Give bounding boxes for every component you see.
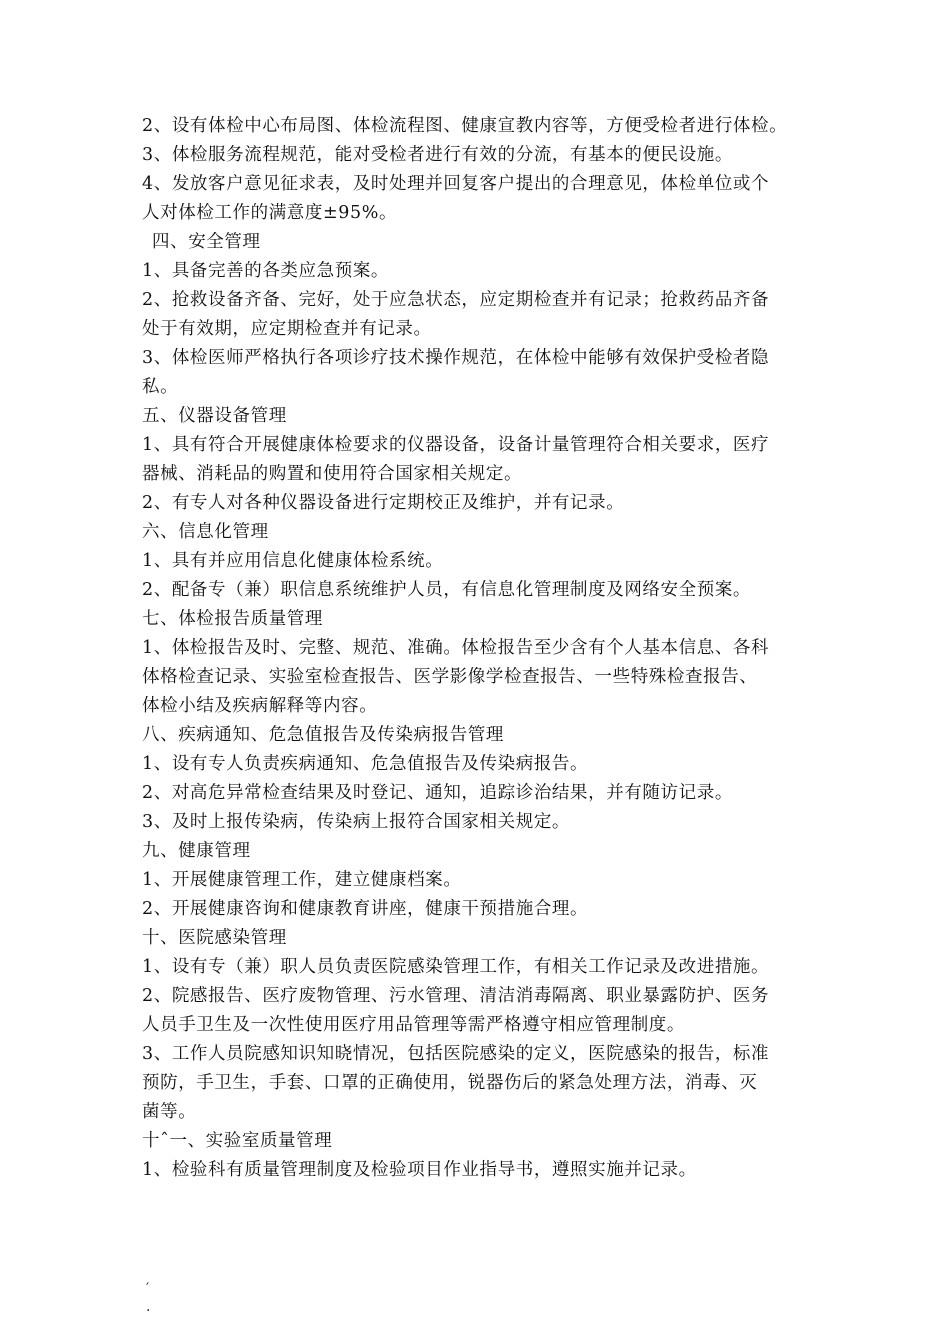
list-item: 1、设有专人负责疾病通知、危急值报告及传染病报告。 <box>142 754 589 774</box>
section-heading: 九、健康管理 <box>142 841 251 861</box>
list-item: 3、工作人员院感知识知晓情况，包括医院感染的定义，医院感染的报告，标准 <box>142 1044 770 1064</box>
list-item: 4、发放客户意见征求表，及时处理并回复客户提出的合理意见，体检单位或个 <box>142 174 770 194</box>
section-heading: 五、仪器设备管理 <box>142 406 287 426</box>
list-item-continuation: 菌等。 <box>142 1102 197 1122</box>
list-item: 2、对高危异常检查结果及时登记、通知，追踪诊治结果，并有随访记录。 <box>142 783 733 803</box>
list-item: 1、开展健康管理工作，建立健康档案。 <box>142 870 462 890</box>
footer-mark: ′ <box>146 1281 150 1297</box>
section-heading: 十ˆ一、实验室质量管理 <box>142 1131 333 1151</box>
list-item: 2、院感报告、医疗废物管理、污水管理、清洁消毒隔离、职业暴露防护、医务 <box>142 986 770 1006</box>
section-heading: 八、疾病通知、危急值报告及传染病报告管理 <box>142 725 504 745</box>
section-heading: 七、体检报告质量管理 <box>142 609 323 629</box>
footer-marks <box>146 1280 150 1316</box>
list-item: 3、体检医师严格执行各项诊疗技术操作规范，在体检中能够有效保护受检者隐 <box>142 348 770 368</box>
section-heading: 四、安全管理 <box>152 232 261 252</box>
list-item: 1、体检报告及时、完整、规范、准确。体检报告至少含有个人基本信息、各科 <box>142 638 770 658</box>
list-item-continuation: 器械、消耗品的购置和使用符合国家相关规定。 <box>142 464 523 484</box>
list-item: 1、具有符合开展健康体检要求的仪器设备，设备计量管理符合相关要求，医疗 <box>142 435 770 455</box>
list-item-continuation: 预防，手卫生，手套、口罩的正确使用，锐器伤后的紧急处理方法，消毒、灭 <box>142 1073 758 1093</box>
list-item: 1、具备完善的各类应急预案。 <box>142 261 390 281</box>
list-item-continuation: 私。 <box>142 377 179 397</box>
list-item-continuation: 体检小结及疾病解释等内容。 <box>142 696 378 716</box>
list-item-continuation: 人对体检工作的满意度±95%。 <box>142 203 398 223</box>
list-item: 2、有专人对各种仪器设备进行定期校正及维护，并有记录。 <box>142 493 625 513</box>
section-heading: 六、信息化管理 <box>142 522 269 542</box>
list-item-continuation: 处于有效期，应定期检查并有记录。 <box>142 319 432 339</box>
list-item-continuation: 人员手卫生及一次性使用医疗用品管理等需严格遵守相应管理制度。 <box>142 1015 685 1035</box>
list-item: 3、体检服务流程规范，能对受检者进行有效的分流，有基本的便民设施。 <box>142 145 733 165</box>
list-item: 2、设有体检中心布局图、体检流程图、健康宣教内容等，方便受检者进行体检。 <box>142 116 788 136</box>
list-item: 1、设有专（兼）职人员负责医院感染管理工作，有相关工作记录及改进措施。 <box>142 957 770 977</box>
footer-mark: . <box>146 1299 151 1315</box>
section-heading: 十、医院感染管理 <box>142 928 287 948</box>
list-item-continuation: 体格检查记录、实验室检查报告、医学影像学检查报告、一些特殊检查报告、 <box>142 667 758 687</box>
list-item: 2、配备专（兼）职信息系统维护人员，有信息化管理制度及网络安全预案。 <box>142 580 752 600</box>
list-item: 1、具有并应用信息化健康体检系统。 <box>142 551 444 571</box>
list-item: 2、抢救设备齐备、完好，处于应急状态，应定期检查并有记录；抢救药品齐备 <box>142 290 770 310</box>
list-item: 3、及时上报传染病，传染病上报符合国家相关规定。 <box>142 812 571 832</box>
list-item: 2、开展健康咨询和健康教育讲座，健康干预措施合理。 <box>142 899 589 919</box>
list-item: 1、检验科有质量管理制度及检验项目作业指导书，遵照实施并记录。 <box>142 1160 697 1180</box>
document-body <box>142 112 812 1185</box>
